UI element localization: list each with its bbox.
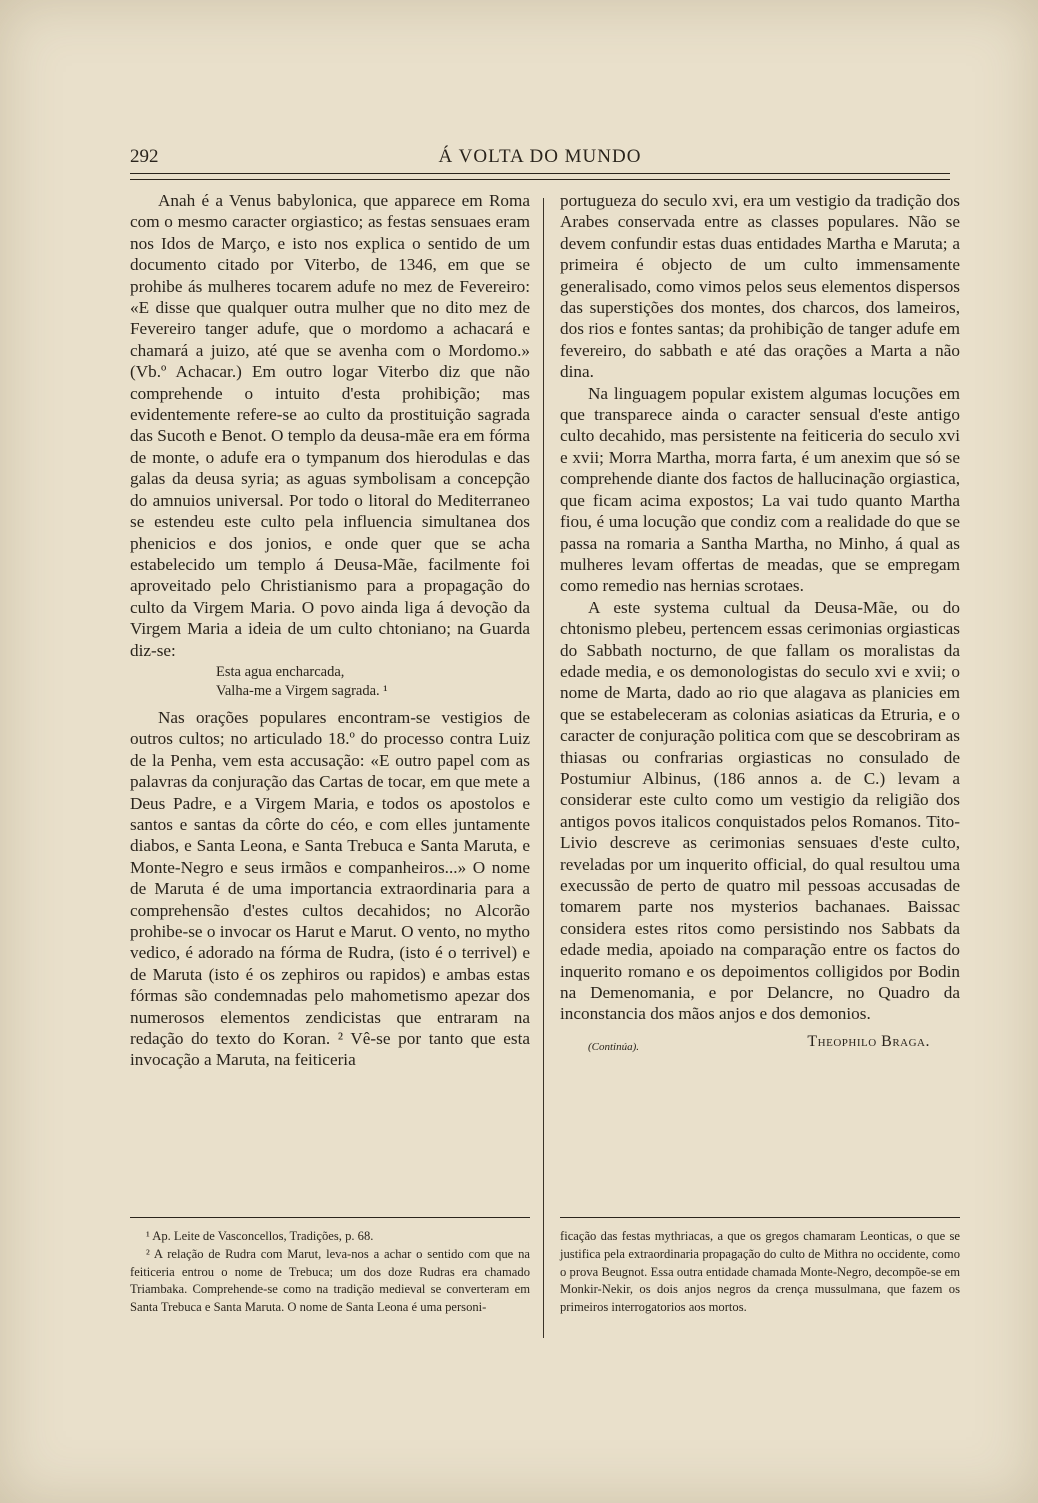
right-paragraph-1: portugueza do seculo xvi, era um vestigio da tradição dos Arabes conservada entre as classes populares. Não se devem confundir estas duas entidades Martha e Maruta; a primeira é objecto de um culto immensamente generalisado, como vimos pelos seus elementos dispersos das superstições dos montes, dos charcos, dos lameiros, dos rios e fontes santas; da prohibição de tanger adufe em fevereiro, do sabbath e até das orações a Marta a não dina. — [560, 191, 960, 382]
footnotes-left — [130, 1228, 530, 1317]
page-number: 292 — [130, 146, 159, 167]
author-name: Theophilo Braga. — [807, 1032, 930, 1050]
footnote-2-continued: ficação das festas mythriacas, a que os gregos chamaram Leonticas, o que se justifica pela extraordinaria propagação do culto de Mithra no occidente, como o prova Beugnot. Essa outra entidade chamada Monte-Negro, decompõe-se em Monkir-Nekir, os dois anjos negros da crença mussulmana, que fazem os primeiros interrogatorios aos mortos. — [560, 1229, 960, 1315]
footnote-1: ¹ Ap. Leite de Vasconcellos, Tradições, p. 68. — [146, 1229, 374, 1243]
column-divider — [543, 198, 544, 1338]
left-paragraph-2: Nas orações populares encontram-se vestigios de outros cultos; no articulado 18.º do processo contra Luiz de la Penha, vem esta accusação: «E outro papel com as palavras da conjuração das Cartas de tocar, em que mete a Deus Padre, e a Virgem Maria, e todos os apostolos e santos e santas da côrte do céo, e com elles juntamente diabos, e Santa Leona, e Santa Trebuca e Santa Maruta, e Monte-Negro e seus irmãos e companheiros...» O nome de Maruta é de uma importancia extraordinaria para a comprehensão d'estes cultos decahidos; no Alcorão prohibe-se o invocar os Harut e Marut. O vento, no mytho vedico, é adorado na fórma de Rudra, (isto é o terrivel) e de Maruta (isto é os zephiros ou rapidos) e ambas estas fórmas são condemnadas pelo mahometismo apezar dos numerosos elementos zendicistas que entraram na redação do texto do Koran. ² Vê-se por tanto que esta invocação a Maruta, na feiticeria — [130, 707, 530, 1070]
signature-block — [560, 1031, 960, 1057]
right-paragraph-3: A este systema cultual da Deusa-Mãe, ou do chtonismo plebeu, pertencem essas cerimonias orgiasticas do Sabbath nocturno, de que fallam os moralistas da edade media, e os demonologistas do seculo xvi e xvii; o nome de Marta, dado ao rio que alagava as planicies em que se estabeleceram as colonias asiaticas da Etruria, e o caracter de conjuração politica com que se descobriram as thiasas ou confrarias orgiasticas no consulado de Postumiur Albinus, (186 annos a. de C.) levam a considerar este culto como um vestigio da religião dos antigos povos italicos conquistados pelos Romanos. Tito-Livio descreve as cerimonias sensuaes d'este culto, reveladas por um inquerito official, do qual resultou uma execussão de perto de quatro mil pessoas accusadas de tomarem parte nos mysterios bachanaes. Baissac considera estes ritos como persistindo nos Sabbats da edade media, apoiado na comparação entre os factos do inquerito romano e os depoimentos colligidos por Bodin na Demenomania, e por Delancre, no Quadro da inconstancia dos mãos anjos e dos demonios. — [560, 597, 960, 1024]
footnotes-right — [560, 1228, 960, 1317]
footnote-2: ² A relação de Rudra com Marut, leva-nos a achar o sentido com que na feiticeria entrou o nome de Trebuca; um dos doze Rudras era chamado Triambaka. Comprehende-se como na tradição medieval se converteram em Santa Trebuca e Santa Maruta. O nome de Santa Leona é uma personi- — [130, 1246, 530, 1315]
continua-note: (Continúa). — [588, 1040, 640, 1053]
left-paragraph-1: Anah é a Venus babylonica, que apparece em Roma com o mesmo caracter orgiastico; as festas sensuaes eram nos Idos de Março, e isto nos explica o sentido de um documento citado por Viterbo, de 1346, em que se prohibe ás mulheres tocarem adufe no mez de Fevereiro: «E disse que qualquer outra mulher que no dito mez de Fevereiro tanger adufe, que o mordomo a achacará e chamará a juizo, até que se avenha com o Mordomo.» (Vb.º Achacar.) Em outro logar Viterbo diz que não comprehende o intuito d'esta prohibição; mas evidentemente refere-se ao culto da prostituição sagrada das Sucoth e Benot. O templo da deusa-mãe era em fórma de monte, o adufe era o tympanum dos hierodulas e das galas da deusa syria; as aguas symbolisam a concepção do amnuios universal. Por todo o litoral do Mediterraneo se estendeu este culto pela influencia simultanea dos phenicios e dos jonios, e onde quer que se acha estabelecido um templo á Deusa-Mãe, facilmente foi aproveitado pelo Christianismo para a propagação do culto da Virgem Maria. O povo ainda liga á devoção da Virgem Maria a ideia de um culto chtoniano; na Guarda diz-se: — [130, 191, 530, 660]
footnote-rule-right — [560, 1217, 960, 1218]
header-rule — [130, 173, 950, 180]
page-header — [130, 146, 950, 176]
verse-line-1: Esta agua encharcada, — [216, 663, 345, 680]
right-paragraph-2: Na linguagem popular existem algumas locuções em que transparece ainda o caracter sensual d'este antigo culto decahido, mas persistente na feiticeria do seculo xvi e xvii; Morra Martha, morra farta, é um anexim que só se comprehende diante dos factos de hallucinação orgiastica, que ficam acima expostos; La vai tudo quanto Martha fiou, é uma locução que condiz com a realidade do que se passa na romaria a Santha Martha, no Minho, á qual as mulheres levam offertas de meadas, que se empregam como remedio nas hernias scrotaes. — [560, 383, 960, 596]
right-column — [560, 190, 960, 1057]
verse-line-2: Valha-me a Virgem sagrada. ¹ — [216, 682, 388, 699]
running-title: Á VOLTA DO MUNDO — [438, 146, 642, 167]
verse — [216, 663, 530, 701]
footnote-rule-left — [130, 1217, 530, 1218]
left-column — [130, 190, 530, 1071]
